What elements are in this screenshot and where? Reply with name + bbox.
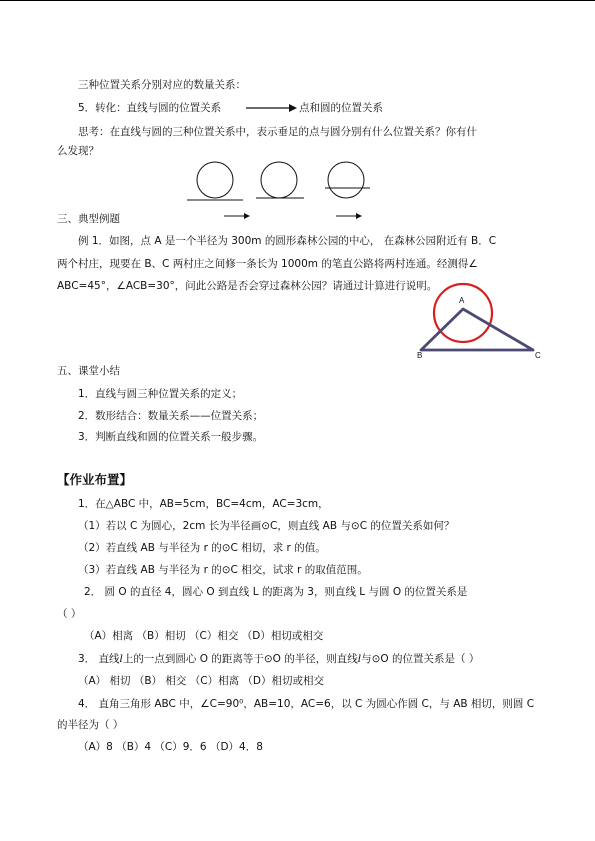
hw-q3 xyxy=(78,652,479,666)
summary-item-3: 3．判断直线和圆的位置关系一般步骤。 xyxy=(78,431,264,443)
hw-q3-options: （A） 相切 （B） 相交 （C）相离 （D）相切或相交 xyxy=(78,675,324,687)
hw-q4: 4． 直角三角形 ABC 中，∠C=90⁰，AB=10，AC=6，以 C 为圆心作圆 C，与 AB 相切，则圆 C xyxy=(78,698,535,710)
hw-q1-part3: （3）若直线 AB 与半径为 r 的⊙C 相交，试求 r 的取值范围。 xyxy=(78,564,368,576)
text-line-8: ABC=45°，∠ACB=30°，问此公路是否会穿过森林公园？请通过计算进行说明。 xyxy=(57,280,438,292)
hw-q4-blank: 的半径为（ ） xyxy=(57,719,124,731)
hw-q3-part-a: 3． 直线 xyxy=(78,653,120,665)
summary-item-1: 1．直线与圆三种位置关系的定义； xyxy=(78,388,243,400)
label-b: B xyxy=(417,351,423,360)
section-title-summary: 五、课堂小结 xyxy=(57,365,120,377)
section-title-homework: 【作业布置】 xyxy=(57,472,133,487)
text-line-7: 两个村庄，现要在 B、C 两村庄之间修一条长为 1000m 的笔直公路将两村连通。经测得∠ xyxy=(57,258,478,270)
hw-q3-part-e: 与⊙O 的位置关系是（ ） xyxy=(361,653,480,665)
summary-item-2: 2．数形结合：数量关系——位置关系； xyxy=(78,410,264,422)
line-symbol-l: l xyxy=(119,653,123,665)
label-a: A xyxy=(459,296,465,305)
hw-q4-options: （A）8 （B）4 （C）9．6 （D）4．8 xyxy=(78,741,263,753)
hw-q1-part1: （1）若以 C 为圆心，2cm 长为半径画⊙C，则直线 AB 与⊙C 的位置关系如何？ xyxy=(78,520,455,532)
hw-q2-blank: （ ） xyxy=(57,608,82,620)
text-line-1: 三种位置关系分别对应的数量关系： xyxy=(78,79,246,91)
hw-q3-part-c: 上的一点到圆心 O 的距离等于⊙O 的半径，则直线 xyxy=(122,653,358,665)
label-c: C xyxy=(535,351,541,360)
text-line-6: 例 1．如图，点 A 是一个半径为 300m 的圆形森林公园的中心， 在森林公园附近有 B．C xyxy=(78,235,497,247)
text-line-2-right: 点和圆的位置关系 xyxy=(299,102,383,114)
hw-q2: 2． 圆 O 的直径 4，圆心 O 到直线 L 的距离为 3，则直线 L 与圆 O 的位置关系是 xyxy=(84,586,468,598)
text-line-3: 思考：在直线与圆的三种位置关系中，表示垂足的点与圆分别有什么位置关系？你有什 xyxy=(78,126,477,138)
hw-q2-options: （A）相离 （B）相切 （C）相交 （D）相切或相交 xyxy=(84,630,324,642)
section-title-examples: 三、典型例题 xyxy=(57,213,120,225)
text-line-2-left: 5．转化：直线与圆的位置关系 xyxy=(78,102,222,114)
forest-park-circle xyxy=(434,284,492,342)
text-line-4: 么发现？ xyxy=(57,145,99,157)
hw-q1-part2: （2）若直线 AB 与半径为 r 的⊙C 相切，求 r 的值。 xyxy=(78,542,326,554)
line-symbol-l-2: l xyxy=(357,653,362,665)
hw-q1: 1．在△ABC 中，AB=5cm，BC=4cm，AC=3cm， xyxy=(78,498,329,510)
triangle-abc xyxy=(421,309,533,350)
